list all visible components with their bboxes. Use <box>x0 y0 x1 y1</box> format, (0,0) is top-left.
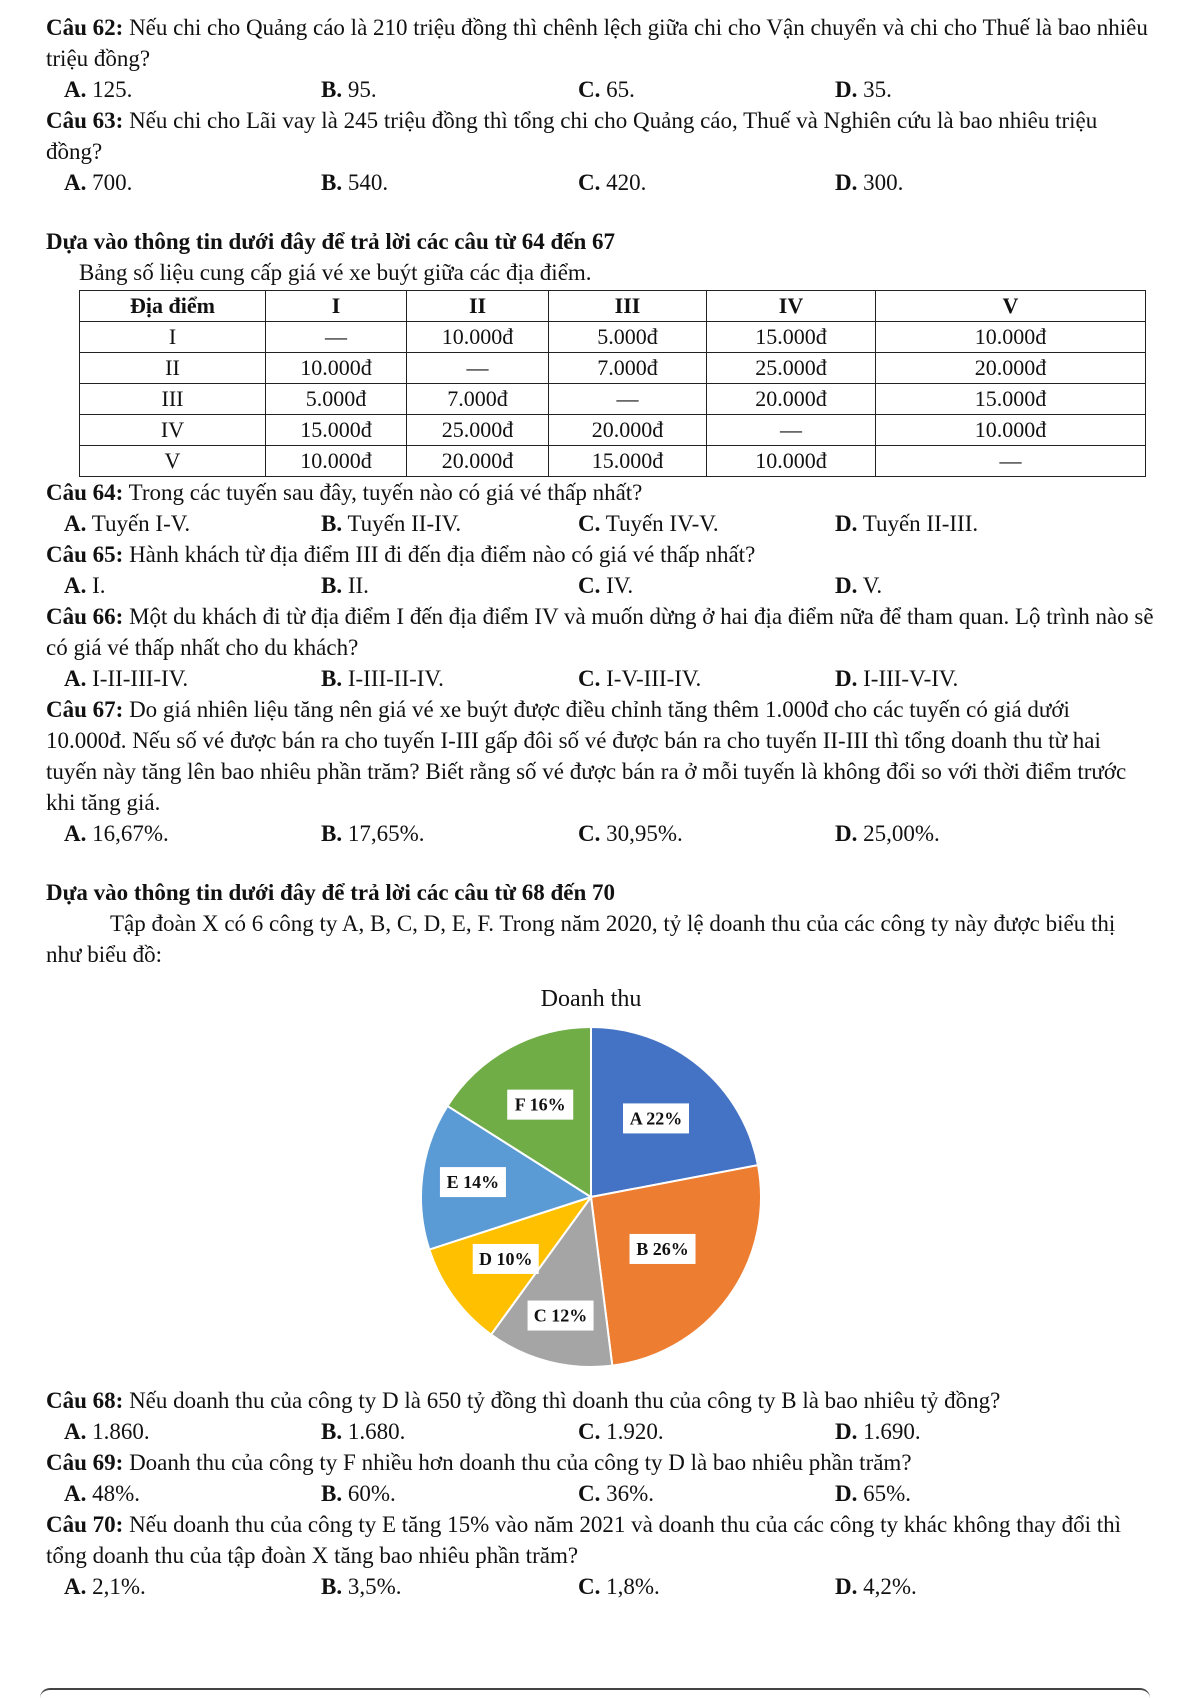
table-cell: III <box>80 384 266 415</box>
option-letter: A. <box>64 511 87 536</box>
question-66 <box>46 601 1156 663</box>
pie-chart-container <box>46 970 1156 1385</box>
option-letter: A. <box>64 170 87 195</box>
option-c[interactable] <box>578 663 835 694</box>
options-68 <box>64 1416 1156 1447</box>
option-d[interactable] <box>835 818 1092 849</box>
question-70 <box>46 1509 1156 1571</box>
option-c[interactable] <box>578 1416 835 1447</box>
pie-chart <box>46 970 1156 1385</box>
option-letter: C. <box>578 1419 601 1444</box>
table-cell: 10.000đ <box>266 353 407 384</box>
question-63 <box>46 105 1156 167</box>
option-value: 25,00%. <box>863 821 940 846</box>
option-value: Tuyến I-V. <box>91 511 191 536</box>
option-value: I-II-III-IV. <box>92 666 189 691</box>
question-label: Câu 70: <box>46 1512 124 1537</box>
table-cell: 20.000đ <box>876 353 1146 384</box>
option-letter: B. <box>321 666 343 691</box>
option-value: Tuyến II-III. <box>862 511 979 536</box>
options-67 <box>64 818 1156 849</box>
option-value: 30,95%. <box>606 821 683 846</box>
option-b[interactable] <box>321 818 578 849</box>
table-cell: 25.000đ <box>407 415 549 446</box>
option-value: 1,8%. <box>606 1574 660 1599</box>
table-cell: 15.000đ <box>876 384 1146 415</box>
option-letter: B. <box>321 573 343 598</box>
data-label-a: A 22% <box>629 1108 683 1129</box>
option-a[interactable] <box>64 508 321 539</box>
option-value: 4,2%. <box>863 1574 917 1599</box>
option-value: 60%. <box>347 1481 396 1506</box>
question-label: Câu 67: <box>46 697 124 722</box>
option-b[interactable] <box>321 1416 578 1447</box>
table-cell: 20.000đ <box>407 446 549 477</box>
section-intro: Tập đoàn X có 6 công ty A, B, C, D, E, F. Trong năm 2020, tỷ lệ doanh thu của các công ty này được biểu thị như biểu đồ: <box>46 911 1116 967</box>
question-label: Câu 62: <box>46 15 124 40</box>
option-letter: C. <box>578 821 601 846</box>
header-cell: V <box>876 291 1146 322</box>
question-text: Nếu doanh thu của công ty E tăng 15% vào năm 2021 và doanh thu của các công ty khác không thay đổi thì tổng doanh thu của tập đoàn X tăng bao nhiêu phần trăm? <box>46 1512 1121 1568</box>
table-cell: 5.000đ <box>266 384 407 415</box>
option-b[interactable] <box>321 570 578 601</box>
question-label: Câu 69: <box>46 1450 124 1475</box>
option-letter: A. <box>64 1481 87 1506</box>
question-62 <box>46 12 1156 74</box>
option-value: 420. <box>606 170 647 195</box>
data-label-c: C 12% <box>533 1305 588 1326</box>
option-letter: D. <box>835 666 858 691</box>
table-cell: — <box>266 322 407 353</box>
section-heading-64-67: Dựa vào thông tin dưới đây để trả lời các câu từ 64 đến 67 <box>46 229 616 254</box>
table-cell: 20.000đ <box>707 384 876 415</box>
header-cell: I <box>266 291 407 322</box>
option-value: 700. <box>92 170 133 195</box>
option-letter: D. <box>835 1481 858 1506</box>
option-b[interactable] <box>321 1478 578 1509</box>
data-label-b: B 26% <box>636 1238 689 1259</box>
table-cell: 15.000đ <box>549 446 707 477</box>
option-letter: B. <box>321 1574 343 1599</box>
table-cell: I <box>80 322 266 353</box>
pie-slice-b <box>591 1165 761 1366</box>
table-cell: 10.000đ <box>407 322 549 353</box>
header-cell: Địa điểm <box>80 291 266 322</box>
data-label-d: D 10% <box>478 1248 533 1269</box>
option-letter: D. <box>835 511 858 536</box>
options-66 <box>64 663 1156 694</box>
option-value: 1.680. <box>347 1419 406 1444</box>
option-d[interactable] <box>835 74 1092 105</box>
option-letter: B. <box>321 77 343 102</box>
option-value: 36%. <box>606 1481 655 1506</box>
question-label: Câu 64: <box>46 480 124 505</box>
option-letter: D. <box>835 821 858 846</box>
option-value: I-III-II-IV. <box>347 666 444 691</box>
option-letter: B. <box>321 821 343 846</box>
options-65 <box>64 570 1156 601</box>
option-value: 1.690. <box>863 1419 921 1444</box>
table-cell: 7.000đ <box>407 384 549 415</box>
options-69 <box>64 1478 1156 1509</box>
option-value: 65%. <box>863 1481 912 1506</box>
options-62 <box>64 74 1156 105</box>
option-letter: D. <box>835 170 858 195</box>
option-letter: C. <box>578 170 601 195</box>
header-cell: II <box>407 291 549 322</box>
option-value: 3,5%. <box>347 1574 402 1599</box>
table-cell: IV <box>80 415 266 446</box>
table-row <box>80 353 1146 384</box>
option-letter: A. <box>64 1419 87 1444</box>
option-value: 1.860. <box>92 1419 150 1444</box>
option-letter: D. <box>835 1574 858 1599</box>
table-row <box>80 446 1146 477</box>
question-text: Một du khách đi từ địa điểm I đến địa điểm IV và muốn dừng ở hai địa điểm nữa để tham quan. Lộ trình nào sẽ có giá vé thấp nhất cho du khách? <box>46 604 1154 660</box>
table-cell: 15.000đ <box>707 322 876 353</box>
question-text: Nếu chi cho Lãi vay là 245 triệu đồng thì tổng chi cho Quảng cáo, Thuế và Nghiên cứu là bao nhiêu triệu đồng? <box>46 108 1098 164</box>
option-letter: B. <box>321 170 343 195</box>
table-row <box>80 384 1146 415</box>
option-c[interactable] <box>578 1478 835 1509</box>
option-b[interactable] <box>321 1571 578 1602</box>
table-header-row <box>80 291 1146 322</box>
options-70 <box>64 1571 1156 1602</box>
option-letter: C. <box>578 511 601 536</box>
question-text: Nếu doanh thu của công ty D là 650 tỷ đồng thì doanh thu của công ty B là bao nhiêu tỷ đồng? <box>129 1388 1001 1413</box>
option-letter: A. <box>64 573 87 598</box>
table-caption: Bảng số liệu cung cấp giá vé xe buýt giữa các địa điểm. <box>79 260 592 285</box>
table-row <box>80 322 1146 353</box>
table-cell: 10.000đ <box>876 322 1146 353</box>
option-a[interactable] <box>64 167 321 198</box>
option-c[interactable] <box>578 167 835 198</box>
option-letter: C. <box>578 573 601 598</box>
table-cell: — <box>407 353 549 384</box>
table-cell: V <box>80 446 266 477</box>
option-value: 540. <box>347 170 389 195</box>
question-text: Trong các tuyến sau đây, tuyến nào có giá vé thấp nhất? <box>128 480 643 505</box>
option-b[interactable] <box>321 508 578 539</box>
option-a[interactable] <box>64 570 321 601</box>
chart-title: Doanh thu <box>540 986 642 1012</box>
option-value: Tuyến II-IV. <box>347 511 462 536</box>
option-d[interactable] <box>835 508 1092 539</box>
table-cell: 5.000đ <box>549 322 707 353</box>
option-value: 300. <box>863 170 904 195</box>
option-value: 35. <box>863 77 892 102</box>
option-value: I. <box>92 573 106 598</box>
option-a[interactable] <box>64 818 321 849</box>
option-value: I-III-V-IV. <box>863 666 959 691</box>
option-value: 95. <box>347 77 377 102</box>
question-64 <box>46 477 1156 508</box>
option-letter: C. <box>578 1574 601 1599</box>
question-label: Câu 63: <box>46 108 124 133</box>
option-value: 125. <box>92 77 133 102</box>
table-cell: — <box>876 446 1146 477</box>
data-label-f: F 16% <box>514 1094 566 1115</box>
table-cell: 20.000đ <box>549 415 707 446</box>
option-value: IV. <box>606 573 634 598</box>
table-cell: 10.000đ <box>707 446 876 477</box>
option-value: 16,67%. <box>92 821 169 846</box>
question-text: Do giá nhiên liệu tăng nên giá vé xe buýt được điều chỉnh tăng thêm 1.000đ cho các tuyến có giá dưới 10.000đ. Nếu số vé được bán ra cho tuyến I-III gấp đôi số vé được bán ra cho tuyến II-III thì tổng doanh thu từ hai tuyến này tăng lên bao nhiêu phần trăm? Biết rằng số vé được bán ra ở mỗi tuyến là không đổi so với thời điểm trước khi tăng giá. <box>46 697 1127 815</box>
table-cell: 15.000đ <box>266 415 407 446</box>
question-text: Nếu chi cho Quảng cáo là 210 triệu đồng thì chênh lệch giữa chi cho Vận chuyển và chi cho Thuế là bao nhiêu triệu đồng? <box>46 15 1148 71</box>
table-cell: — <box>707 415 876 446</box>
fare-table <box>79 290 1146 477</box>
option-a[interactable] <box>64 663 321 694</box>
option-c[interactable] <box>578 818 835 849</box>
option-letter: B. <box>321 1481 343 1506</box>
header-cell: III <box>549 291 707 322</box>
option-letter: A. <box>64 821 87 846</box>
option-value: 1.920. <box>606 1419 664 1444</box>
section-heading-68-70: Dựa vào thông tin dưới đây để trả lời các câu từ 68 đến 70 <box>46 880 616 905</box>
table-cell: 7.000đ <box>549 353 707 384</box>
option-a[interactable] <box>64 74 321 105</box>
option-b[interactable] <box>321 74 578 105</box>
option-letter: C. <box>578 1481 601 1506</box>
option-letter: D. <box>835 77 858 102</box>
option-value: II. <box>347 573 369 598</box>
option-value: 48%. <box>92 1481 141 1506</box>
table-cell: 25.000đ <box>707 353 876 384</box>
option-c[interactable] <box>578 1571 835 1602</box>
option-letter: A. <box>64 1574 87 1599</box>
option-value: 65. <box>606 77 635 102</box>
option-letter: C. <box>578 666 601 691</box>
question-68 <box>46 1385 1156 1416</box>
table-cell: 10.000đ <box>266 446 407 477</box>
option-letter: B. <box>321 1419 343 1444</box>
option-value: V. <box>862 573 883 598</box>
option-c[interactable] <box>578 508 835 539</box>
option-d[interactable] <box>835 167 1092 198</box>
option-b[interactable] <box>321 663 578 694</box>
table-row <box>80 415 1146 446</box>
option-value: I-V-III-IV. <box>606 666 702 691</box>
option-d[interactable] <box>835 1478 1092 1509</box>
option-letter: A. <box>64 666 87 691</box>
question-text: Doanh thu của công ty F nhiều hơn doanh thu của công ty D là bao nhiêu phần trăm? <box>129 1450 912 1475</box>
question-67 <box>46 694 1156 818</box>
option-letter: D. <box>835 1419 858 1444</box>
option-value: 17,65%. <box>347 821 425 846</box>
option-a[interactable] <box>64 1416 321 1447</box>
question-label: Câu 68: <box>46 1388 124 1413</box>
option-letter: D. <box>835 573 858 598</box>
options-63 <box>64 167 1156 198</box>
option-d[interactable] <box>835 1571 1092 1602</box>
option-letter: C. <box>578 77 601 102</box>
option-a[interactable] <box>64 1478 321 1509</box>
option-a[interactable] <box>64 1571 321 1602</box>
option-value: 2,1%. <box>92 1574 146 1599</box>
option-c[interactable] <box>578 74 835 105</box>
exam-page <box>46 12 1156 1602</box>
table-cell: 10.000đ <box>876 415 1146 446</box>
option-b[interactable] <box>321 167 578 198</box>
option-d[interactable] <box>835 1416 1092 1447</box>
question-69 <box>46 1447 1156 1478</box>
option-d[interactable] <box>835 570 1092 601</box>
question-text: Hành khách từ địa điểm III đi đến địa điểm nào có giá vé thấp nhất? <box>129 542 756 567</box>
option-d[interactable] <box>835 663 1092 694</box>
data-label-e: E 14% <box>446 1172 500 1193</box>
option-value: Tuyến IV-V. <box>605 511 719 536</box>
question-65 <box>46 539 1156 570</box>
option-letter: A. <box>64 77 87 102</box>
header-cell: IV <box>707 291 876 322</box>
option-c[interactable] <box>578 570 835 601</box>
question-label: Câu 66: <box>46 604 124 629</box>
table-cell: — <box>549 384 707 415</box>
table-cell: II <box>80 353 266 384</box>
options-64 <box>64 508 1156 539</box>
question-label: Câu 65: <box>46 542 124 567</box>
option-letter: B. <box>321 511 343 536</box>
